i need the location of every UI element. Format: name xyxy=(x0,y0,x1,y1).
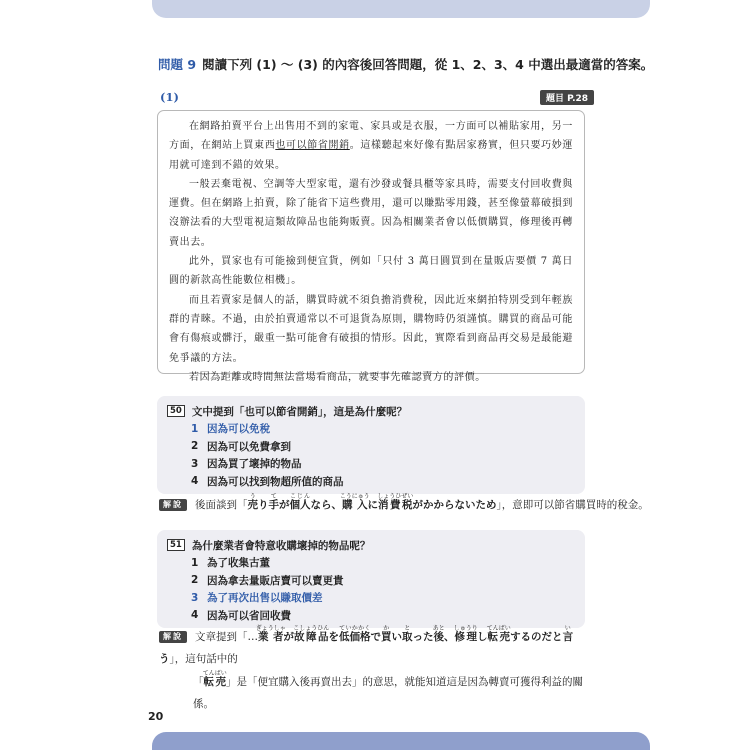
japanese-word: 転売てんばい xyxy=(202,670,227,688)
option-number: 2 xyxy=(191,440,199,453)
question-stem xyxy=(167,536,575,554)
explanation-line xyxy=(159,670,599,715)
passage-text: 。這樣聽起來好像有點居家務實，但只要巧妙運用就可達到不錯的效果。 xyxy=(169,140,574,171)
passage-paragraph xyxy=(169,117,573,175)
option-number: 4 xyxy=(191,475,199,488)
bottom-decorative-bar xyxy=(152,732,650,750)
japanese-quote: 売り手う てが個人こじんなら、購入こうにゅうに消費税しょうひぜいがかからないため xyxy=(247,493,497,511)
top-decorative-bar xyxy=(152,0,650,18)
question-stem-text: 文中提到「也可以節省開銷」，這是為什麼呢？ xyxy=(191,405,408,418)
passage-paragraph: 此外，買家也有可能撿到便宜貨，例如「只付 3 萬日圓買到在量販店要價 7 萬日圓的新款高性能數位相機」。 xyxy=(169,256,573,287)
page-number: 20 xyxy=(148,710,164,723)
passage-paragraph: 若因為距離或時間無法當場看商品，就要事先確認賣方的評價。 xyxy=(189,371,486,383)
japanese-quote: 業者ぎょうしゃが故障品こしょうひんを低価格ていかかくで買かい取とった後あと、修理しゅうりし転売てんばいするのだと言いう xyxy=(159,625,574,665)
explanation-text: 「 xyxy=(193,676,204,688)
question-number-box: 51 xyxy=(167,539,185,551)
explanation-text: 」是「便宜購入後再賣出去」的意思，就能知道這是因為轉賣可獲得利益的關係。 xyxy=(193,676,584,710)
question-stem-text: 為什麼業者會特意收購壞掉的物品呢？ xyxy=(191,539,371,552)
option-number: 3 xyxy=(191,591,199,604)
underlined-phrase: 也可以節省開銷 xyxy=(275,140,350,152)
question-number: 問題 9 xyxy=(158,57,197,72)
reading-passage xyxy=(157,110,585,383)
explanation-tag: 解說 xyxy=(159,631,187,643)
explanation-line xyxy=(159,625,599,670)
answer-option-4[interactable] xyxy=(167,473,575,491)
question-header xyxy=(158,55,653,73)
option-text: 因為買了壞掉的物品 xyxy=(207,458,302,471)
explanation-text: 」，這句話中的 xyxy=(169,653,238,665)
answer-option-3[interactable] xyxy=(167,589,575,607)
answer-option-1[interactable] xyxy=(167,554,575,572)
option-text: 因為拿去量販店賣可以賣更貴 xyxy=(207,574,344,587)
option-number: 1 xyxy=(191,422,199,435)
answer-option-4[interactable] xyxy=(167,607,575,625)
answer-option-1[interactable] xyxy=(167,420,575,438)
section-label: (1) xyxy=(160,90,179,104)
option-number: 3 xyxy=(191,457,199,470)
option-text: 為了再次出售以賺取價差 xyxy=(207,592,323,605)
reference-tag: 題目 P.28 xyxy=(540,90,594,105)
question-number-box: 50 xyxy=(167,405,185,417)
option-text: 因為可以免稅 xyxy=(207,423,270,436)
option-number: 4 xyxy=(191,609,199,622)
option-number: 2 xyxy=(191,574,199,587)
explanation-51 xyxy=(159,625,599,715)
explanation-text: 後面談到「 xyxy=(195,499,248,511)
passage-text: 在網路拍賣平台上出售用不到的家電、家具或是衣服，一方面可以補貼家用，另一方面，在網站上買東西 xyxy=(169,121,573,152)
option-text: 因為可以免費拿到 xyxy=(207,440,291,453)
option-text: 為了收集古董 xyxy=(207,557,270,570)
explanation-text: 文章提到「… xyxy=(195,631,258,643)
answer-option-2[interactable] xyxy=(167,572,575,590)
option-number: 1 xyxy=(191,556,199,569)
answer-option-3[interactable] xyxy=(167,455,575,473)
answer-option-2[interactable] xyxy=(167,438,575,456)
option-text: 因為可以省回收費 xyxy=(207,609,291,622)
explanation-tag: 解說 xyxy=(159,499,187,511)
option-text: 因為可以找到物超所值的商品 xyxy=(207,475,344,488)
passage-paragraph: 而且若賣家是個人的話，購買時就不須負擔消費稅，因此近來網拍特別受到年輕族群的青睞。不過，由於拍賣通常以不可退貨為原則，購物時仍須謹慎。購買的商品可能會有傷痕或髒汙，嚴重一點可能會有破損的情形。因此，實際看到商品再交易是最能避免爭議的方法。 xyxy=(169,294,573,364)
question-51-box xyxy=(157,530,585,628)
explanation-text: 」，意即可以節省購買時的稅金。 xyxy=(496,499,649,511)
explanation-50 xyxy=(159,493,649,516)
question-instruction: 閱讀下列 (1) 〜 (3) 的內容後回答問題，從 1、2、3、4 中選出最適當的答案。 xyxy=(202,57,654,72)
question-50-box xyxy=(157,396,585,494)
question-stem xyxy=(167,402,575,420)
passage-paragraph: 一般丟棄電視、空調等大型家電，還有沙發或餐具櫃等家具時，需要支付回收費與運費。但在網路上拍賣，除了能省下這些費用，還可以賺點零用錢，甚至像螢幕破損到沒辦法看的大型電視這類故障品也能夠販賣。因為相關業者會以低價購買，修理後再轉賣出去。 xyxy=(169,178,573,248)
